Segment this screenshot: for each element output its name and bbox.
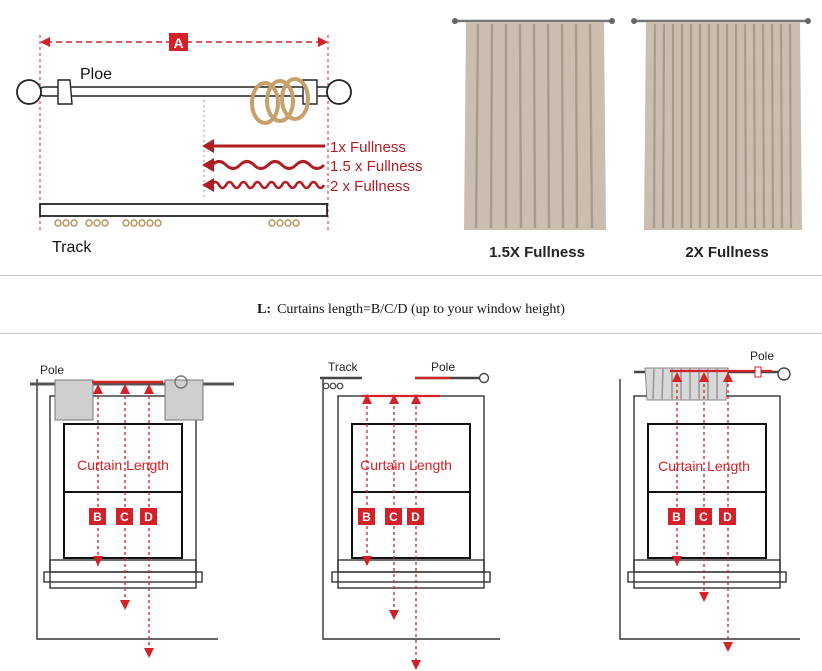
- bottom-panel: [0, 333, 822, 671]
- pole-finial-right: [327, 80, 351, 104]
- track-gliders: [55, 220, 299, 226]
- pole-bracket-left: [58, 80, 72, 104]
- photo-2x-label: 2X Fullness: [685, 244, 769, 261]
- label-a: A: [173, 35, 184, 51]
- fullness-1x-label: 1x Fullness: [330, 139, 406, 156]
- window-1-label-c: C: [120, 510, 129, 524]
- window-diagram-1: [30, 363, 234, 658]
- fullness-2x-label: 2 x Fullness: [330, 178, 411, 195]
- window-diagram-2: [320, 360, 500, 670]
- arrow-2x-wave: [212, 182, 324, 188]
- window-1-label-d: D: [144, 510, 153, 524]
- window-diagram-3: [620, 349, 800, 652]
- dimension-a-arrow-left: [40, 37, 50, 47]
- length-caption: [0, 302, 822, 318]
- window-1-label-b: B: [93, 510, 102, 524]
- caption-key: L:: [257, 302, 272, 317]
- window-diagrams: [0, 334, 822, 671]
- window-1-mount-label: Pole: [40, 363, 65, 377]
- arrow-15x-wave: [212, 162, 324, 169]
- window-2-track-label: Track: [328, 360, 358, 374]
- pole-rod: [40, 87, 330, 96]
- dimension-a-arrow-right: [318, 37, 328, 47]
- track-rail: [40, 204, 327, 216]
- photo-15x-label: 1.5X Fullness: [489, 244, 585, 261]
- window-2-length-label: Curtain Length: [360, 457, 452, 473]
- pole-finial-left: [17, 80, 41, 104]
- fullness-diagram: [0, 0, 822, 275]
- window-3-label-b: B: [672, 510, 681, 524]
- track-illustration: [40, 204, 327, 226]
- track-label: Track: [52, 239, 92, 256]
- window-2-label-d: D: [411, 510, 420, 524]
- top-panel: [0, 0, 822, 276]
- window-2-label-c: C: [389, 510, 398, 524]
- window-3-mount-label: Pole: [750, 349, 775, 363]
- fullness-15x-label: 1.5 x Fullness: [330, 158, 423, 175]
- window-3-label-c: C: [699, 510, 708, 524]
- window-2-pole-label: Pole: [431, 360, 456, 374]
- window-3-label-d: D: [723, 510, 732, 524]
- curtain-photo-15x: [452, 18, 615, 230]
- fullness-arrows: [202, 139, 325, 192]
- pole-label: Ploe: [80, 66, 113, 83]
- window-1-length-label: Curtain Length: [77, 457, 169, 473]
- pole-illustration: [17, 79, 351, 123]
- window-2-label-b: B: [362, 510, 371, 524]
- curtain-photo-2x: [631, 18, 811, 230]
- caption-text: Curtains length=B/C/D (up to your window height): [277, 302, 565, 317]
- window-3-length-label: Curtain Length: [658, 458, 750, 474]
